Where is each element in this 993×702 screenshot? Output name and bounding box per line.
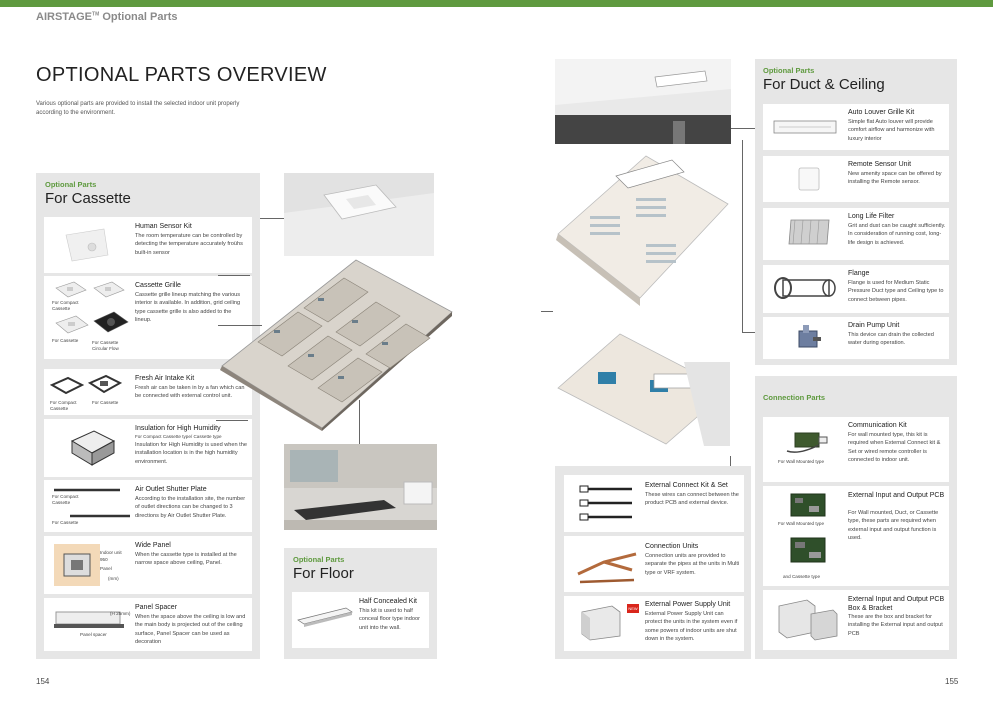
label-wide-indoor: Indoor unit [100, 550, 122, 555]
item-desc: When the cassette type is installed at the narrow space above ceiling, Panel. [135, 552, 237, 567]
item-subtitle: For Compact Cassette type/ Cassette type [135, 434, 222, 439]
meeting-room-photo [284, 444, 437, 530]
io-pcb-image-2 [789, 536, 827, 564]
item-desc: Insulation for High Humidity is used when the installation location is in the high humidity environment. [135, 442, 247, 465]
label-circular-flow: For Cassette Circular Flow [92, 340, 119, 351]
floor-heading: For Floor [293, 565, 354, 582]
item-card-air-outlet-shutter[interactable] [44, 480, 252, 532]
connector-line [742, 140, 743, 332]
item-card-communication-kit[interactable] [763, 417, 949, 482]
label-wide-mm: (mm) [108, 576, 119, 581]
connector-line [260, 218, 284, 219]
item-title: Remote Sensor Unit [848, 161, 912, 168]
item-card-remote-sensor[interactable] [763, 156, 949, 202]
item-desc: This device can drain the collected water during operation. [848, 332, 934, 347]
label-io-cassette: and Cassette type [783, 574, 821, 579]
item-title: Communication Kit [848, 422, 907, 429]
insulation-image [68, 427, 118, 469]
item-title: External Input and Output PCB [848, 492, 945, 499]
floor-tag: Optional Parts [293, 555, 345, 564]
trademark: TM [92, 11, 100, 18]
item-title: Half Concealed Kit [359, 598, 417, 605]
item-desc: Simple flat Auto louver will provide comfort airflow and harmonize with luxury interior [848, 119, 935, 142]
label-shutter-cassette: For Cassette [52, 520, 79, 525]
item-desc: For Wall mounted, Duct, or Cassette type, these parts are required when external input and output function is used. [848, 510, 939, 541]
cassette-grille-image-2 [92, 280, 126, 300]
connector-line [742, 332, 756, 333]
item-card-wide-panel[interactable] [44, 536, 252, 594]
power-supply-image [578, 604, 624, 642]
item-card-auto-louver[interactable] [763, 104, 949, 150]
connector-line [731, 128, 756, 129]
item-title: Air Outlet Shutter Plate [135, 486, 207, 493]
cassette-heading: For Cassette [45, 190, 131, 207]
item-title: Panel Spacer [135, 604, 178, 611]
duct-ceiling-panel [755, 59, 957, 365]
item-title: Cassette Grille [135, 282, 181, 289]
shutter-plate-image-2 [68, 512, 132, 520]
item-title: Auto Louver Grille Kit [848, 109, 915, 116]
label-wide-size: 950 [100, 557, 108, 562]
cassette-grille-image-1 [54, 280, 88, 300]
item-desc: According to the installation site, the number of outlet directions can be changed to 3 directions by Air Outlet Shutter Plate. [135, 496, 246, 519]
item-card-drain-pump[interactable] [763, 317, 949, 359]
item-title: Connection Units [645, 543, 699, 550]
item-title: Long Life Filter [848, 213, 895, 220]
io-pcb-box-image [775, 596, 839, 642]
label-io-wall-mounted: For Wall Mounted type [778, 521, 825, 526]
label-wide-panel: Panel [100, 566, 112, 571]
wide-panel-image [52, 542, 102, 588]
item-title: Fresh Air Intake Kit [135, 375, 195, 382]
item-title: Insulation for High Humidity [135, 425, 221, 432]
item-card-panel-spacer[interactable] [44, 598, 252, 651]
label-fresh-cassette: For Cassette [92, 400, 119, 405]
auto-louver-grille-image [773, 118, 837, 136]
long-life-filter-image [785, 216, 833, 248]
running-header [36, 11, 178, 23]
duct-heading: For Duct & Ceiling [763, 76, 885, 93]
label-spacer: Panel spacer [80, 632, 107, 637]
label-cassette: For Cassette [52, 338, 79, 343]
label-compact-cassette: For Compact Cassette [52, 300, 79, 311]
communication-kit-image [785, 425, 831, 457]
item-title: Flange [848, 270, 870, 277]
connector-line [541, 311, 553, 312]
page-number-left: 154 [36, 677, 50, 686]
remote-sensor-image [797, 166, 821, 192]
item-desc: When the space above the ceiling is low and the main body is projected out of the ceiling surface, Panel Spacer can be used as decoration [135, 614, 246, 645]
item-desc: The room temperature can be controlled by detecting the temperature accurately froühs built-in sensor [135, 233, 243, 256]
fresh-air-image-2 [88, 373, 122, 397]
section-name: Optional Parts [102, 11, 178, 23]
page-title: OPTIONAL PARTS OVERVIEW [36, 64, 327, 86]
brand-name: AIRSTAGE [36, 11, 93, 23]
connection-parts-panel [755, 376, 957, 659]
item-card-io-pcb[interactable] [763, 486, 949, 586]
connection-heading: Connection Parts [763, 393, 826, 402]
apartment-layout-illustration [554, 322, 730, 446]
item-title: External Input and Output PCB Box & Bracket [848, 596, 945, 612]
item-desc: Cassette grille lineup matching the various interior is available. In addition, grid ceiling type cassette grille is also added to the lineup. [135, 292, 241, 323]
top-accent-bar [0, 0, 993, 7]
item-card-flange[interactable] [763, 265, 949, 313]
item-title: Human Sensor Kit [135, 223, 192, 230]
item-card-external-connect-kit[interactable] [564, 475, 744, 532]
cassette-grille-image-3 [54, 314, 90, 336]
label-spacer-height: (H 25mm) [110, 611, 131, 616]
label-fresh-compact: For Compact Cassette [50, 400, 77, 411]
item-desc: External Power Supply Unit can protect the units in the system even if some powers of indoor units are shut down in the system. [645, 611, 738, 642]
item-desc: Flange is used for Medium Static Pressure Duct type and Ceiling type to connect between pipes. [848, 280, 944, 303]
floor-panel [284, 548, 437, 659]
ceiling-cassette-photo [284, 173, 434, 256]
item-title: External Power Supply Unit [645, 601, 731, 608]
item-card-long-life-filter[interactable] [763, 208, 949, 260]
half-concealed-kit-image [296, 606, 354, 628]
duct-tag: Optional Parts [763, 66, 815, 75]
item-title: Wide Panel [135, 542, 171, 549]
duct-ceiling-photo [555, 59, 731, 144]
human-sensor-image [62, 225, 112, 263]
new-badge: NEW [628, 606, 638, 611]
item-desc: These are the box and bracket for installing the External input and output PCB [848, 614, 943, 637]
item-desc: Connection units are provided to separate the pipes at the units in Multi type or VRF system. [645, 553, 740, 576]
item-desc: For wall mounted type, this kit is required when External Connect kit & Set or wired remote controller is connected to indoor unit. [848, 432, 941, 463]
shutter-plate-image-1 [52, 486, 122, 494]
item-card-connection-units[interactable] [564, 536, 744, 592]
label-wall-mounted: For Wall Mounted type [778, 459, 825, 464]
item-card-external-power-supply[interactable] [564, 596, 744, 651]
item-desc: Grit and dust can be caught sufficiently. In consideration of running cost, long-life design is achieved. [848, 223, 946, 246]
item-desc: This kit is used to half conceal floor type indoor unit into the wall. [359, 608, 420, 631]
external-connect-panel [555, 466, 751, 659]
fresh-air-image-1 [50, 375, 84, 397]
item-desc: New amenity space can be offered by installing the Remote sensor. [848, 171, 942, 186]
item-desc: These wires can connect between the product PCB and external device. [645, 492, 739, 507]
page-number-right: 155 [945, 677, 959, 686]
office-floorplan-illustration [218, 256, 454, 431]
intro-text: Various optional parts are provided to install the selected indoor unit properly according to the environment. [36, 101, 240, 116]
external-connect-kit-image [578, 483, 638, 525]
cassette-tag: Optional Parts [45, 180, 97, 189]
cassette-grille-image-4 [92, 310, 130, 336]
item-card-half-concealed-kit[interactable] [292, 592, 429, 648]
item-desc: Fresh air can be taken in by a fan which can be connected with external control unit. [135, 385, 245, 400]
drain-pump-image [793, 323, 823, 353]
item-title: Drain Pump Unit [848, 322, 900, 329]
item-card-io-pcb-box[interactable] [763, 590, 949, 650]
io-pcb-image-1 [789, 492, 827, 518]
connection-units-image [574, 544, 640, 586]
item-title: External Connect Kit & Set [645, 482, 728, 489]
flange-image [771, 275, 839, 301]
label-shutter-compact: For Compact Cassette [52, 494, 79, 505]
office-layout-illustration [554, 148, 730, 318]
connector-line [730, 456, 731, 466]
